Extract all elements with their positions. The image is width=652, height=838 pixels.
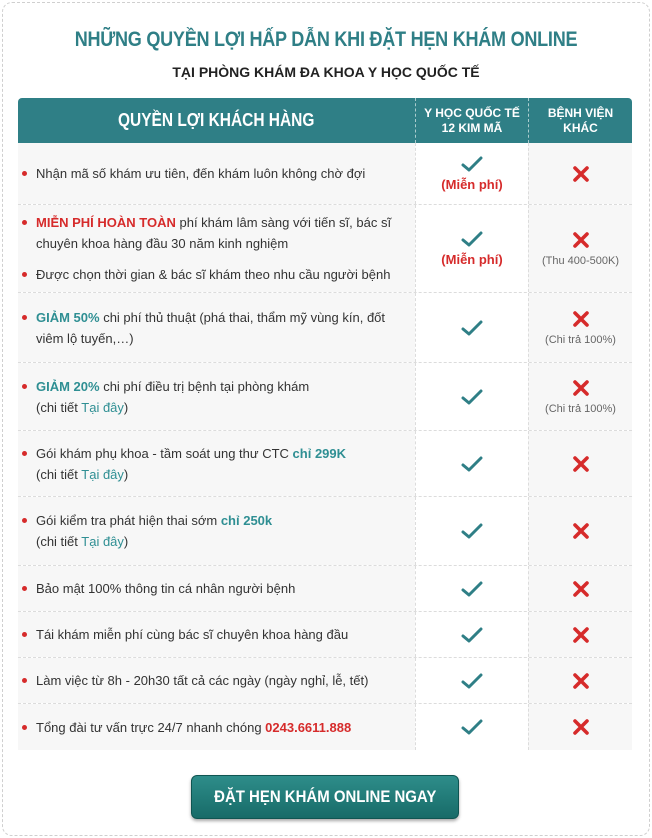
row-text: chi phí điều trị bệnh tại phòng khám	[99, 378, 310, 394]
bullet-icon	[22, 725, 27, 730]
table-row	[18, 566, 632, 612]
benefits-table	[18, 98, 632, 750]
check-icon	[461, 320, 483, 336]
detail-link[interactable]: Tại đây	[81, 534, 124, 549]
bullet-icon	[22, 171, 27, 176]
check-icon	[461, 719, 483, 735]
price-text: chỉ 299K	[292, 445, 347, 461]
page-title: NHỮNG QUYỀN LỢI HẤP DẪN KHI ĐẶT HẸN KHÁM ONLINE	[74, 28, 578, 51]
table-row	[18, 205, 632, 293]
row-text: Được chọn thời gian & bác sĩ khám theo nhu cầu người bệnh	[36, 267, 391, 282]
bullet-icon	[22, 451, 27, 456]
price-text: chỉ 250k	[220, 513, 273, 528]
table-row	[18, 612, 632, 658]
highlight-text: MIỄN PHÍ HOÀN TOÀN	[36, 215, 176, 230]
table-row: Gói khám phụ khoa - tầm soát ung thư CTC chỉ 299K (chi tiết Tại đây)	[18, 431, 632, 497]
row-text: Tái khám miễn phí cùng bác sĩ chuyên khoa hàng đầu	[36, 627, 349, 642]
check-icon	[461, 673, 483, 689]
hotline-number[interactable]: 0243.6611.888	[265, 719, 352, 735]
row-text: chi phí thủ thuật (phá thai, thẩm mỹ vùng kín, đốt viêm lộ tuyến,…)	[36, 309, 386, 346]
cross-icon	[572, 231, 590, 249]
page-subtitle: TẠI PHÒNG KHÁM ĐA KHOA Y HỌC QUỐC TẾ	[172, 64, 480, 80]
row-text: Gói kiểm tra phát hiện thai sớm	[36, 513, 221, 528]
check-icon	[461, 456, 483, 472]
table-row	[18, 293, 632, 363]
check-icon	[461, 389, 483, 405]
header-benefits: QUYỀN LỢI KHÁCH HÀNG	[118, 110, 315, 130]
check-icon	[461, 581, 483, 597]
bullet-icon	[22, 220, 27, 225]
cross-icon	[572, 379, 590, 397]
cross-icon	[572, 165, 590, 183]
price-note: (Chi trả 100%)	[545, 333, 616, 346]
cross-icon	[572, 455, 590, 473]
cross-icon	[572, 672, 590, 690]
highlight-text: GIẢM 20%	[36, 378, 100, 394]
table-row: GIẢM 20% chi phí điều trị bệnh tại phòng khám (chi tiết Tại đây) (Chi trả 100%)	[18, 363, 632, 431]
book-online-button[interactable]: ĐẶT HẸN KHÁM ONLINE NGAY	[191, 775, 459, 819]
detail-link[interactable]: Tại đây	[81, 399, 124, 415]
detail-link[interactable]: Tại đây	[81, 466, 124, 482]
cross-icon	[572, 580, 590, 598]
table-row	[18, 143, 632, 205]
free-label: (Miễn phí)	[441, 251, 503, 267]
check-icon	[461, 523, 483, 539]
table-header	[18, 98, 632, 143]
bullet-icon	[22, 678, 27, 683]
bullet-icon	[22, 384, 27, 389]
bullet-icon	[22, 272, 27, 277]
check-icon	[461, 627, 483, 643]
cross-icon	[572, 626, 590, 644]
row-text: Gói khám phụ khoa - tầm soát ung thư CTC	[36, 445, 293, 461]
row-text: phí khám lâm sàng với tiến sĩ, bác sĩ chuyên khoa hàng đầu 30 năm kinh nghiệm	[36, 215, 392, 251]
header-yhqt: Y HỌC QUỐC TẾ 12 KIM MÃ	[415, 98, 528, 143]
table-row	[18, 658, 632, 704]
check-icon	[461, 156, 483, 172]
bullet-icon	[22, 315, 27, 320]
row-text: Bảo mật 100% thông tin cá nhân người bệnh	[36, 581, 296, 596]
cross-icon	[572, 718, 590, 736]
header-other-hospital: BỆNH VIỆN KHÁC	[528, 98, 632, 143]
check-icon	[461, 231, 483, 247]
price-note: (Chi trả 100%)	[545, 402, 616, 415]
row-text: Nhận mã số khám ưu tiên, đến khám luôn không chờ đợi	[36, 166, 366, 181]
bullet-icon	[22, 586, 27, 591]
table-row	[18, 704, 632, 750]
cross-icon	[572, 310, 590, 328]
table-row: Gói kiểm tra phát hiện thai sớm chỉ 250k (chi tiết Tại đây)	[18, 497, 632, 566]
highlight-text: GIẢM 50%	[36, 309, 100, 325]
row-text: Làm việc từ 8h - 20h30 tất cả các ngày (ngày nghỉ, lễ, tết)	[36, 673, 369, 688]
price-note: (Thu 400-500K)	[541, 254, 620, 267]
free-label: (Miễn phí)	[441, 176, 503, 192]
bullet-icon	[22, 632, 27, 637]
cross-icon	[572, 522, 590, 540]
bullet-icon	[22, 518, 27, 523]
row-text: Tổng đài tư vấn trực 24/7 nhanh chóng	[36, 719, 266, 735]
